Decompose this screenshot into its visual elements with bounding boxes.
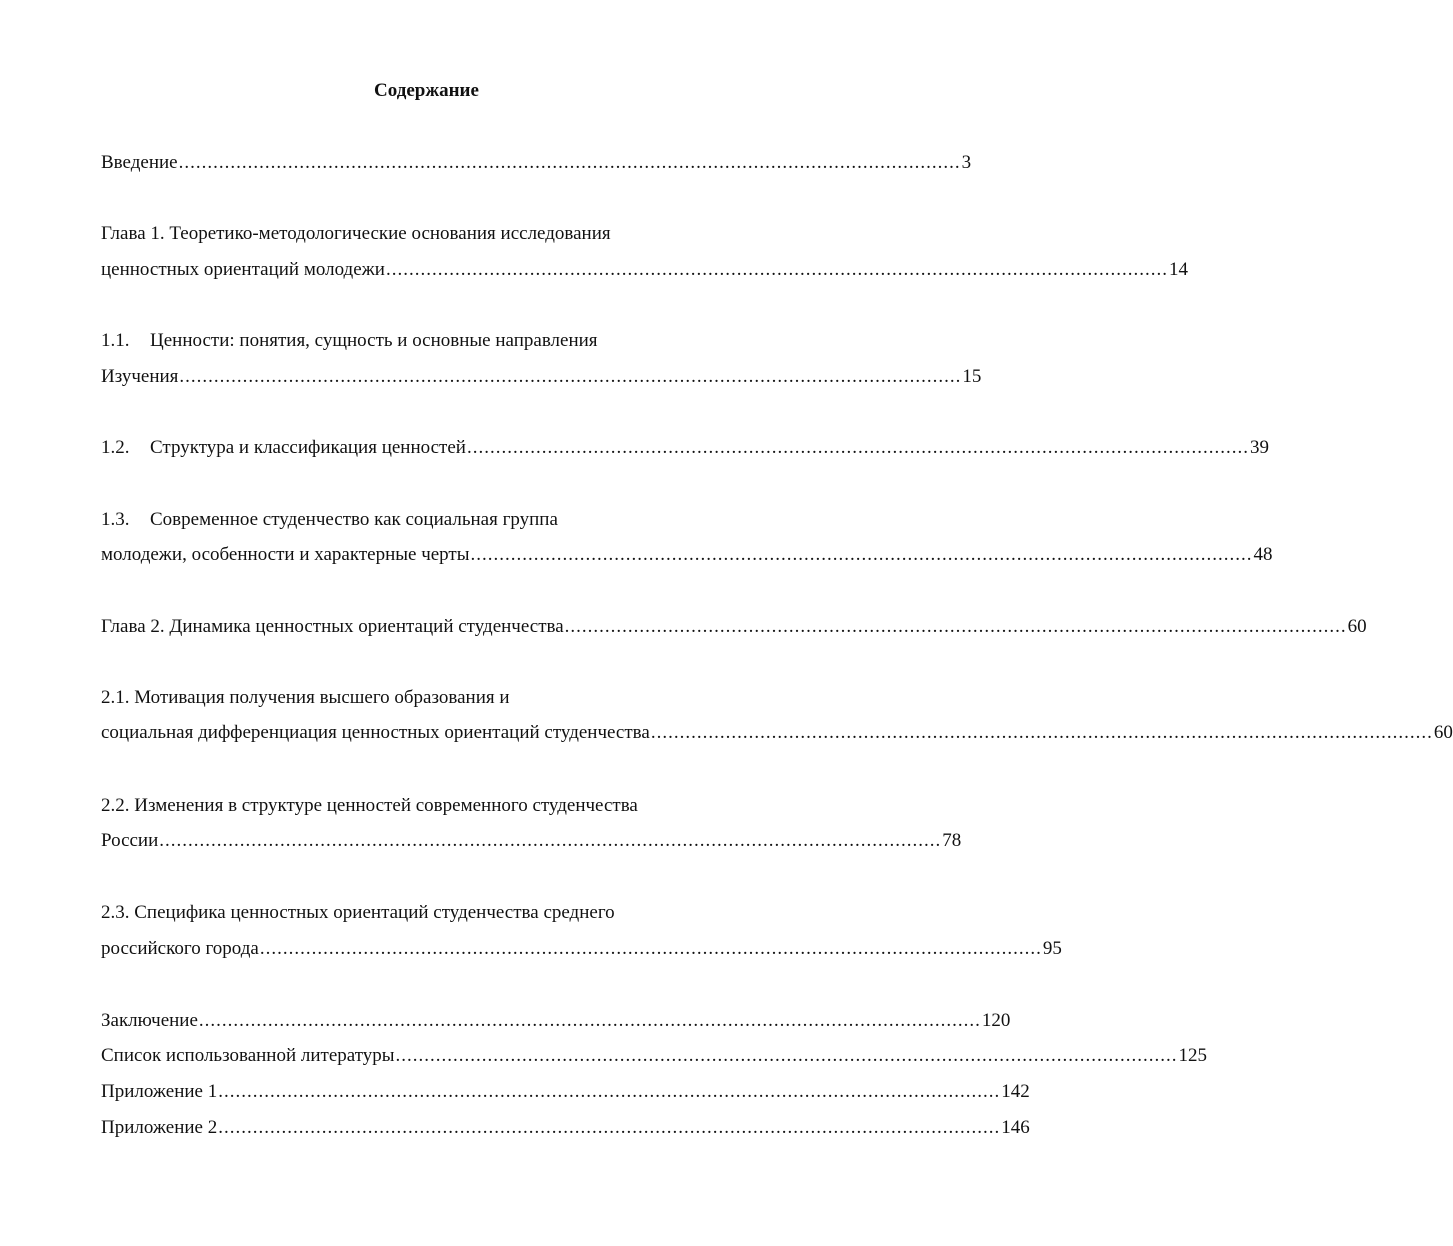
toc-entry-appendix-2[interactable] bbox=[101, 1117, 1030, 1139]
toc-page: 48 bbox=[1253, 544, 1273, 565]
toc-entry-chapter-1[interactable] bbox=[101, 259, 1188, 281]
toc-label: Изучения bbox=[101, 366, 179, 387]
toc-page: 78 bbox=[942, 830, 962, 851]
toc-entry-2-1[interactable] bbox=[101, 722, 1453, 744]
toc-leader: ........................................................................................................................................ bbox=[218, 1081, 1001, 1102]
toc-leader: ........................................................................................................................................ bbox=[470, 544, 1253, 565]
toc-leader: ........................................................................................................................................ bbox=[218, 1117, 1001, 1138]
toc-label: ценностных ориентаций молодежи bbox=[101, 259, 385, 280]
toc-entry-1-1[interactable] bbox=[101, 366, 982, 388]
toc-page: 142 bbox=[1001, 1081, 1030, 1102]
toc-label: Структура и классификация ценностей bbox=[150, 437, 466, 458]
toc-entry-2-1-line1[interactable]: 2.1. Мотивация получения высшего образования и bbox=[101, 687, 510, 708]
toc-entry-introduction[interactable] bbox=[101, 152, 972, 174]
page-title: Содержание bbox=[374, 80, 479, 101]
toc-page: 125 bbox=[1178, 1045, 1208, 1066]
toc-leader: ........................................................................................................................................ bbox=[564, 616, 1347, 637]
toc-entry-2-3[interactable] bbox=[101, 938, 1062, 960]
toc-leader: ........................................................................................................................................ bbox=[259, 938, 1042, 959]
toc-label: Список использованной литературы bbox=[101, 1045, 395, 1066]
toc-entry-appendix-1[interactable] bbox=[101, 1081, 1030, 1103]
toc-page: 95 bbox=[1042, 938, 1062, 959]
toc-number: 1.2. bbox=[101, 437, 130, 458]
toc-entry-conclusion[interactable] bbox=[101, 1010, 1011, 1032]
toc-leader: ........................................................................................................................................ bbox=[198, 1010, 981, 1031]
toc-entry-1-1-line1[interactable] bbox=[101, 330, 598, 352]
toc-leader: ........................................................................................................................................ bbox=[178, 152, 961, 173]
toc-label: социальная дифференциация ценностных ориентаций студенчества bbox=[101, 722, 650, 743]
toc-entry-1-3[interactable] bbox=[101, 544, 1273, 566]
toc-leader: ........................................................................................................................................ bbox=[466, 437, 1249, 458]
toc-label: Заключение bbox=[101, 1010, 198, 1031]
toc-label: молодежи, особенности и характерные черты bbox=[101, 544, 470, 565]
toc-entry-1-3-line1[interactable] bbox=[101, 509, 558, 531]
toc-label: Современное студенчество как социальная группа bbox=[150, 509, 558, 530]
toc-label: России bbox=[101, 830, 159, 851]
toc-page: 39 bbox=[1249, 437, 1269, 458]
toc-leader: ........................................................................................................................................ bbox=[159, 830, 942, 851]
toc-page: 146 bbox=[1001, 1117, 1030, 1138]
toc-label: Введение bbox=[101, 152, 178, 173]
toc-page: 14 bbox=[1168, 259, 1188, 280]
toc-entry-2-2[interactable] bbox=[101, 830, 962, 852]
toc-leader: ........................................................................................................................................ bbox=[650, 722, 1433, 743]
toc-leader: ........................................................................................................................................ bbox=[385, 259, 1168, 280]
toc-label: Приложение 1 bbox=[101, 1081, 218, 1102]
toc-entry-chapter-1-line1[interactable]: Глава 1. Теоретико-методологические основания исследования bbox=[101, 223, 611, 244]
toc-label: Приложение 2 bbox=[101, 1117, 218, 1138]
toc-entry-2-2-line1[interactable]: 2.2. Изменения в структуре ценностей современного студенчества bbox=[101, 795, 638, 816]
toc-page: 60 bbox=[1347, 616, 1367, 637]
toc-entry-references[interactable] bbox=[101, 1045, 1208, 1067]
toc-leader: ........................................................................................................................................ bbox=[395, 1045, 1178, 1066]
toc-page: 3 bbox=[961, 152, 972, 173]
toc-number: 1.3. bbox=[101, 509, 130, 530]
toc-entry-1-2[interactable] bbox=[101, 437, 1269, 459]
toc-label: Ценности: понятия, сущность и основные направления bbox=[150, 330, 598, 351]
toc-page: 60 bbox=[1433, 722, 1453, 743]
toc-number: 1.1. bbox=[101, 330, 130, 351]
toc-label: Глава 2. Динамика ценностных ориентаций студенчества bbox=[101, 616, 564, 637]
toc-page: 120 bbox=[981, 1010, 1011, 1031]
toc-entry-2-3-line1[interactable]: 2.3. Специфика ценностных ориентаций студенчества среднего bbox=[101, 902, 615, 923]
toc-entry-chapter-2[interactable] bbox=[101, 616, 1367, 638]
toc-label: российского города bbox=[101, 938, 259, 959]
toc-page: 15 bbox=[962, 366, 982, 387]
toc-leader: ........................................................................................................................................ bbox=[179, 366, 962, 387]
